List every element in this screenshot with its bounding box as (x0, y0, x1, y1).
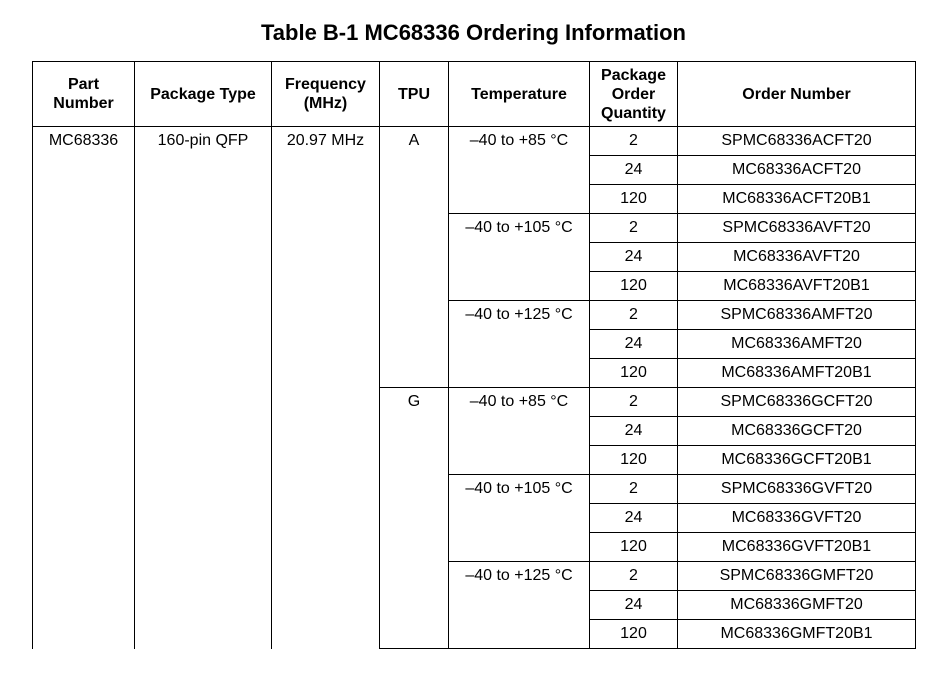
quantity-cell: 24 (590, 417, 678, 446)
header-order-number: Order Number (678, 62, 916, 127)
quantity-cell: 120 (590, 533, 678, 562)
header-package-order-quantity: Package Order Quantity (590, 62, 678, 127)
quantity-cell: 120 (590, 359, 678, 388)
quantity-cell: 2 (590, 214, 678, 243)
order-number-cell: MC68336AVFT20B1 (678, 272, 916, 301)
order-number-cell: SPMC68336AVFT20 (678, 214, 916, 243)
table-row (33, 127, 916, 156)
quantity-cell: 2 (590, 301, 678, 330)
header-frequency: Frequency (MHz) (272, 62, 380, 127)
order-number-cell: SPMC68336GMFT20 (678, 562, 916, 591)
header-part-number: Part Number (33, 62, 135, 127)
quantity-cell: 2 (590, 475, 678, 504)
quantity-cell: 2 (590, 388, 678, 417)
quantity-cell: 24 (590, 156, 678, 185)
tpu-cell: G (380, 388, 449, 649)
order-number-cell: MC68336AMFT20 (678, 330, 916, 359)
order-number-cell: MC68336GVFT20B1 (678, 533, 916, 562)
order-number-cell: SPMC68336AMFT20 (678, 301, 916, 330)
temperature-cell: –40 to +125 °C (449, 562, 590, 649)
table-title: Table B-1 MC68336 Ordering Information (260, 20, 686, 45)
order-number-cell: MC68336AMFT20B1 (678, 359, 916, 388)
order-number-cell: MC68336GCFT20 (678, 417, 916, 446)
header-tpu: TPU (380, 62, 449, 127)
tpu-cell: A (380, 127, 449, 388)
quantity-cell: 24 (590, 243, 678, 272)
package-type-cell: 160-pin QFP (135, 127, 272, 649)
temperature-cell: –40 to +85 °C (449, 127, 590, 214)
quantity-cell: 24 (590, 504, 678, 533)
order-number-cell: MC68336GVFT20 (678, 504, 916, 533)
quantity-cell: 24 (590, 591, 678, 620)
part-number-cell: MC68336 (33, 127, 135, 649)
temperature-cell: –40 to +85 °C (449, 388, 590, 475)
order-number-cell: MC68336ACFT20B1 (678, 185, 916, 214)
temperature-cell: –40 to +125 °C (449, 301, 590, 388)
quantity-cell: 120 (590, 446, 678, 475)
quantity-cell: 120 (590, 185, 678, 214)
quantity-cell: 2 (590, 562, 678, 591)
order-number-cell: MC68336ACFT20 (678, 156, 916, 185)
header-package-type: Package Type (135, 62, 272, 127)
quantity-cell: 24 (590, 330, 678, 359)
header-temperature: Temperature (449, 62, 590, 127)
frequency-cell: 20.97 MHz (272, 127, 380, 649)
order-number-cell: MC68336GMFT20B1 (678, 620, 916, 649)
order-number-cell: MC68336GMFT20 (678, 591, 916, 620)
order-number-cell: SPMC68336ACFT20 (678, 127, 916, 156)
ordering-information-table (32, 61, 916, 649)
temperature-cell: –40 to +105 °C (449, 475, 590, 562)
quantity-cell: 120 (590, 620, 678, 649)
quantity-cell: 2 (590, 127, 678, 156)
temperature-cell: –40 to +105 °C (449, 214, 590, 301)
order-number-cell: MC68336GCFT20B1 (678, 446, 916, 475)
header-row (33, 62, 916, 127)
order-number-cell: SPMC68336GVFT20 (678, 475, 916, 504)
order-number-cell: MC68336AVFT20 (678, 243, 916, 272)
order-number-cell: SPMC68336GCFT20 (678, 388, 916, 417)
table-body (33, 127, 916, 649)
quantity-cell: 120 (590, 272, 678, 301)
